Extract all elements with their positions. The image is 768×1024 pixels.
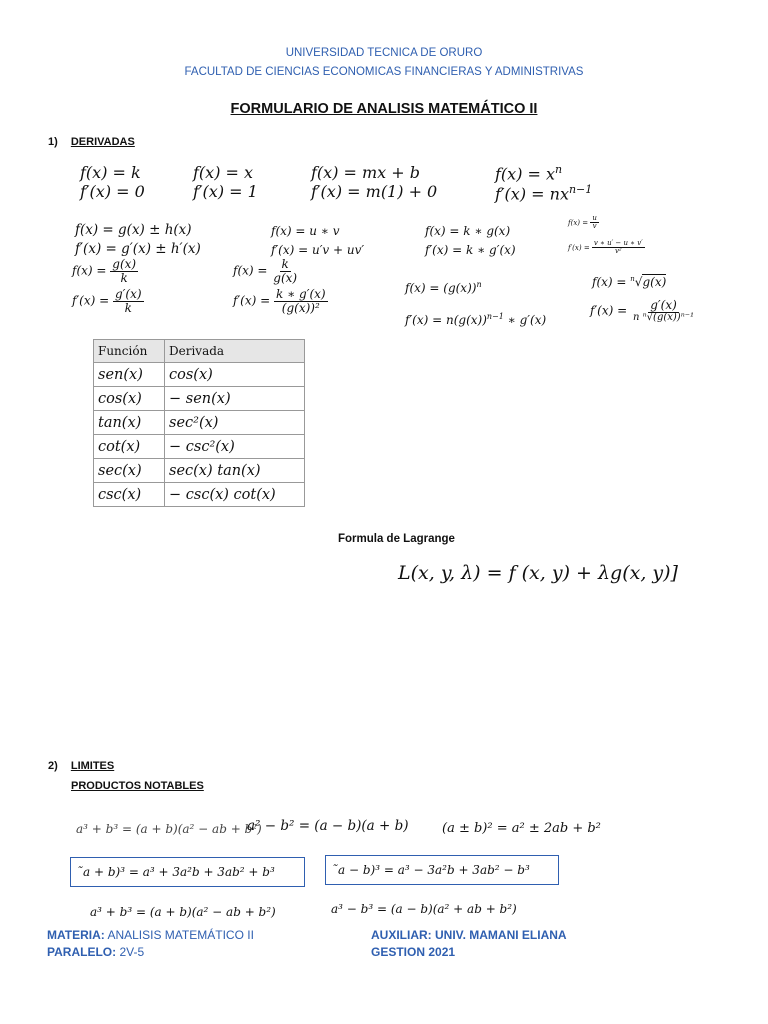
derivative-cell: − sen(x) xyxy=(165,387,305,411)
formula: f(x) = mx + b xyxy=(311,163,421,182)
column-header: Función xyxy=(94,340,165,363)
rule-linear xyxy=(311,163,437,201)
derivative-cell: sec²(x) xyxy=(165,411,305,435)
footer-paralelo xyxy=(47,945,144,959)
formula: f(x) = (g(x)) xyxy=(405,281,477,295)
formula: f(x) = k ∗ g(x) xyxy=(425,224,511,238)
table-row xyxy=(94,363,305,387)
formula: f(x) = x xyxy=(495,164,556,184)
derivative-cell: cos(x) xyxy=(165,363,305,387)
table-row xyxy=(94,483,305,507)
table-header-row xyxy=(94,340,305,363)
denominator: v² xyxy=(614,247,622,256)
section-label: DERIVADAS xyxy=(70,136,135,148)
lagrange-label: Formula de Lagrange xyxy=(338,533,455,545)
denominator: (g(x))² xyxy=(281,300,320,315)
square-binomial-formula: (a ± b)² = a² ± 2ab + b² xyxy=(442,821,601,836)
section-number: 2) xyxy=(48,760,58,772)
formula: f(x) = u ∗ v xyxy=(271,224,340,238)
formula: f(x) = x xyxy=(193,163,254,182)
rule-k-over-g xyxy=(233,258,299,284)
formula: f(x) = xyxy=(233,263,268,278)
numerator: g′(x) xyxy=(650,298,677,312)
formula: f(x) = xyxy=(592,275,627,289)
formula: f′(x) = k ∗ g′(x) xyxy=(425,243,516,257)
function-cell: sen(x) xyxy=(94,363,165,387)
auxiliar-value: UNIV. MAMANI ELIANA xyxy=(435,928,567,942)
footer-materia xyxy=(47,928,254,942)
section-number: 1) xyxy=(48,136,58,148)
sum-of-cubes-formula-2: a³ + b³ = (a + b)(a² − ab + b²) xyxy=(90,905,276,919)
section-label: LIMITES xyxy=(70,760,115,772)
cube-minus-formula: ̃a − b)³ = a³ − 3a²b + 3ab² − b³ xyxy=(338,863,530,877)
sum-of-cubes-formula: a³ + b³ = (a + b)(a² − ab + b²) xyxy=(76,822,262,836)
formula: ∗ g′(x) xyxy=(503,313,547,327)
function-cell: cot(x) xyxy=(94,435,165,459)
page-title: FORMULARIO DE ANALISIS MATEMÁTICO II xyxy=(230,101,538,117)
exponent: n xyxy=(555,163,563,176)
function-cell: cos(x) xyxy=(94,387,165,411)
numerator: v ∗ u′ − u ∗ v′ xyxy=(593,239,643,247)
cube-plus-box xyxy=(70,857,305,887)
rule-k-over-g-derivative xyxy=(233,288,328,314)
section-derivadas xyxy=(48,136,135,148)
denominator: k xyxy=(120,270,128,285)
difference-of-cubes-formula: a³ − b³ = (a − b)(a² + ab + b²) xyxy=(331,902,517,916)
faculty-name: FACULTAD DE CIENCIAS ECONOMICAS FINANCIERAS Y ADMINISTRIVAS xyxy=(184,66,584,78)
cube-plus-formula: ̃a + b)³ = a³ + 3a²b + 3ab² + b³ xyxy=(83,865,275,879)
cube-minus-box xyxy=(325,855,559,885)
numerator: g(x) xyxy=(112,257,137,271)
formula: f′(x) = g′(x) ± h′(x) xyxy=(75,241,201,257)
derivative-cell: − csc²(x) xyxy=(165,435,305,459)
root-index: n xyxy=(630,275,635,283)
formula: f(x) = g(x) ± h(x) xyxy=(75,222,192,238)
exponent: n−1 xyxy=(568,183,593,197)
difference-of-squares-formula: a² − b² = (a − b)(a + b) xyxy=(247,818,409,834)
function-cell: sec(x) xyxy=(94,459,165,483)
column-header: Derivada xyxy=(165,340,305,363)
function-cell: tan(x) xyxy=(94,411,165,435)
formula: f(x) = k xyxy=(80,163,141,182)
rule-product xyxy=(271,222,364,260)
table-row xyxy=(94,411,305,435)
table-row xyxy=(94,459,305,483)
derivative-cell: sec(x) tan(x) xyxy=(165,459,305,483)
materia-value: ANALISIS MATEMÁTICO II xyxy=(107,928,254,942)
rule-power xyxy=(495,163,592,204)
rule-constant-multiple xyxy=(425,222,516,260)
formula: f′(x) = m(1) + 0 xyxy=(311,182,438,201)
paralelo-value: 2V-5 xyxy=(119,945,145,959)
section-limites xyxy=(48,760,114,772)
rule-sum xyxy=(75,221,201,259)
radical-icon: √ xyxy=(634,275,643,289)
numerator: k xyxy=(281,257,289,271)
rule-power-composite-derivative xyxy=(405,312,546,327)
formula: f(x) = xyxy=(72,263,107,278)
numerator: k ∗ g′(x) xyxy=(276,287,326,301)
formula: f′(x) = xyxy=(568,243,590,252)
formula: f′(x) = xyxy=(72,293,110,308)
table-row xyxy=(94,435,305,459)
formula: f(x) = xyxy=(568,218,589,227)
formula: f′(x) = n(g(x)) xyxy=(405,313,487,327)
subsection-productos-notables: PRODUCTOS NOTABLES xyxy=(71,780,204,792)
footer-auxiliar xyxy=(371,928,567,942)
footer-gestion: GESTION 2021 xyxy=(371,945,456,959)
formula: f′(x) = u′v + uv′ xyxy=(271,243,365,257)
formula: f′(x) = nx xyxy=(495,184,569,204)
formula: f′(x) = xyxy=(590,303,628,318)
university-name: UNIVERSIDAD TECNICA DE ORURO xyxy=(285,47,483,59)
radicand: g(x) xyxy=(642,275,667,289)
denominator: v xyxy=(592,222,597,231)
derivative-cell: − csc(x) cot(x) xyxy=(165,483,305,507)
table-row xyxy=(94,387,305,411)
formula: f′(x) = 1 xyxy=(193,182,258,201)
rule-root xyxy=(592,275,666,289)
denominator: g(x) xyxy=(273,270,298,285)
formula: f′(x) = xyxy=(233,293,271,308)
denominator: k xyxy=(124,300,132,315)
rule-divide-by-k xyxy=(72,258,138,284)
rule-quotient-df xyxy=(568,240,645,256)
auxiliar-label: AUXILIAR: xyxy=(371,928,432,942)
rule-divide-by-k-derivative xyxy=(72,288,144,314)
exponent: n xyxy=(476,280,482,289)
rule-identity xyxy=(193,163,258,201)
lagrange-formula: L(x, y, λ) = f (x, y) + λg(x, y)] xyxy=(398,562,678,584)
rule-power-composite xyxy=(405,280,482,295)
formula: f′(x) = 0 xyxy=(80,182,145,201)
rule-constant xyxy=(80,163,145,201)
numerator: u xyxy=(592,214,597,222)
denominator: n ⁿ√(g(x))ⁿ⁻¹ xyxy=(633,311,695,323)
paralelo-label: PARALELO: xyxy=(47,945,117,959)
materia-label: MATERIA: xyxy=(47,928,105,942)
exponent: n−1 xyxy=(486,312,504,321)
rule-quotient-f xyxy=(568,215,599,231)
rule-root-derivative xyxy=(590,299,696,323)
function-cell: csc(x) xyxy=(94,483,165,507)
trig-derivative-table xyxy=(93,339,305,507)
numerator: g′(x) xyxy=(115,287,142,301)
